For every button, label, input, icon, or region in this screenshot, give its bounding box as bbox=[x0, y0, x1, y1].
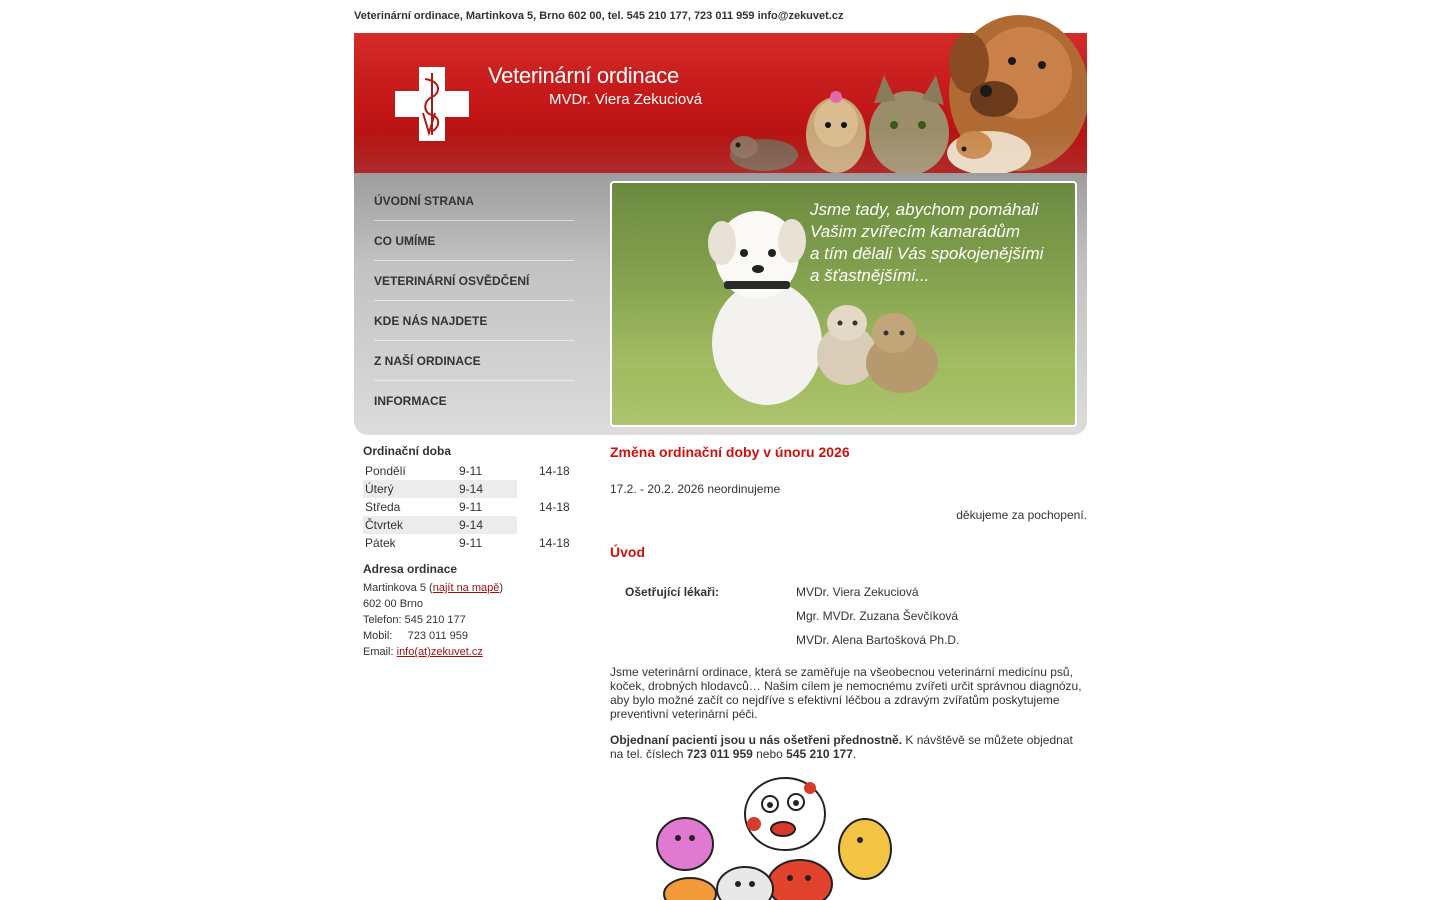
clinic-logo[interactable] bbox=[395, 67, 469, 141]
news-thanks: děkujeme za pochopení. bbox=[956, 508, 1087, 522]
brand-subtitle: MVDr. Viera Zekuciová bbox=[549, 91, 703, 108]
phone-label: Telefon: bbox=[363, 614, 402, 626]
phone-number: 545 210 177 bbox=[404, 614, 466, 626]
cartoon-dogs-illustration bbox=[650, 774, 900, 900]
page bbox=[354, 0, 1087, 900]
doctors-list bbox=[796, 580, 959, 652]
doctor-name: MVDr. Viera Zekuciová bbox=[796, 585, 919, 599]
header-banner bbox=[354, 33, 1087, 173]
doctor-name: Mgr. MVDr. Zuzana Ševčíková bbox=[796, 609, 959, 623]
doctors-block bbox=[610, 585, 1087, 645]
nav-home[interactable]: ÚVODNÍ STRANA bbox=[374, 181, 574, 221]
contact-topbar: Veterinární ordinace, Martinkova 5, Brno 602 00, tel. 545 210 177, 723 011 959 info@zekuvet.cz bbox=[354, 10, 844, 22]
news-title: Změna ordinační doby v únoru 2026 bbox=[610, 444, 850, 460]
pets-illustration bbox=[724, 13, 1087, 173]
hours-row: Pondělí 9-11 14-18 bbox=[365, 464, 570, 478]
order-paragraph: Objednaní pacienti jsou u nás ošetřeni přednostně. K návštěvě se můžete objednat na tel. číslech 723 011 959 nebo 545 210 177. bbox=[610, 733, 1073, 761]
email-label: Email: bbox=[363, 646, 394, 658]
address-title: Adresa ordinace bbox=[363, 562, 458, 576]
nav-information[interactable]: INFORMACE bbox=[374, 394, 447, 408]
nav-location[interactable]: KDE NÁS NAJDETE bbox=[374, 301, 574, 341]
caduceus-icon bbox=[415, 69, 449, 139]
hours-row: Pátek 9-11 14-18 bbox=[365, 536, 570, 550]
intro-title: Úvod bbox=[610, 544, 645, 560]
nav-gallery[interactable]: Z NAŠÍ ORDINACE bbox=[374, 341, 574, 381]
doctors-label: Ošetřující lékaři: bbox=[625, 585, 720, 599]
mobile-number: 723 011 959 bbox=[407, 630, 468, 642]
main-nav bbox=[374, 181, 574, 421]
address-street: Martinkova 5 bbox=[363, 582, 426, 594]
hours-row: Úterý 9-14 bbox=[363, 480, 577, 498]
hours-row: Čtvrtek 9-14 bbox=[363, 516, 577, 534]
mobile-label: Mobil: bbox=[363, 630, 393, 642]
address-city: 602 00 Brno bbox=[363, 598, 423, 610]
opening-hours-table bbox=[363, 462, 577, 552]
doctor-name: MVDr. Alena Bartošková Ph.D. bbox=[796, 633, 960, 647]
main-content bbox=[610, 444, 1087, 761]
hero-banner bbox=[610, 181, 1077, 427]
news-text: 17.2. - 20.2. 2026 neordinujeme bbox=[610, 482, 781, 496]
hours-title: Ordinační doba bbox=[363, 444, 452, 458]
order-phone: 723 011 959 bbox=[686, 747, 753, 761]
navigation-band bbox=[354, 173, 1087, 435]
nav-certificates[interactable]: VETERINÁRNÍ OSVĚDČENÍ bbox=[374, 261, 574, 301]
hero-tagline: Jsme tady, abychom pomáhali Vašim zvířecím kamarádům a tím dělali Vás spokojenějšími a šťastnějšími... bbox=[810, 200, 1044, 285]
email-link[interactable]: info(at)zekuvet.cz bbox=[396, 646, 483, 658]
intro-paragraph: Jsme veterinární ordinace, která se zaměřuje na všeobecnou veterinární medicínu psů, koček, drobných hlodavců… Našim cílem je nemocnému zvířeti určit správnou diagnózu, aby bylo možné začít co nejdříve s efektivní léčbou a zdravým zvířatům poskytujeme preventivní veterinární péči. bbox=[610, 665, 1082, 721]
nav-services[interactable]: CO UMÍME bbox=[374, 221, 574, 261]
address-block: Martinkova 5 (najít na mapě) 602 00 Brno Telefon: 545 210 177 Mobil: 723 011 959 Email: info(at)zekuvet.cz bbox=[363, 580, 593, 660]
hours-row: Středa 9-11 14-18 bbox=[365, 500, 570, 514]
sidebar bbox=[363, 444, 593, 660]
map-link[interactable]: najít na mapě bbox=[432, 582, 500, 594]
order-phone: 545 210 177 bbox=[786, 747, 853, 761]
brand-title: Veterinární ordinace bbox=[488, 63, 679, 88]
